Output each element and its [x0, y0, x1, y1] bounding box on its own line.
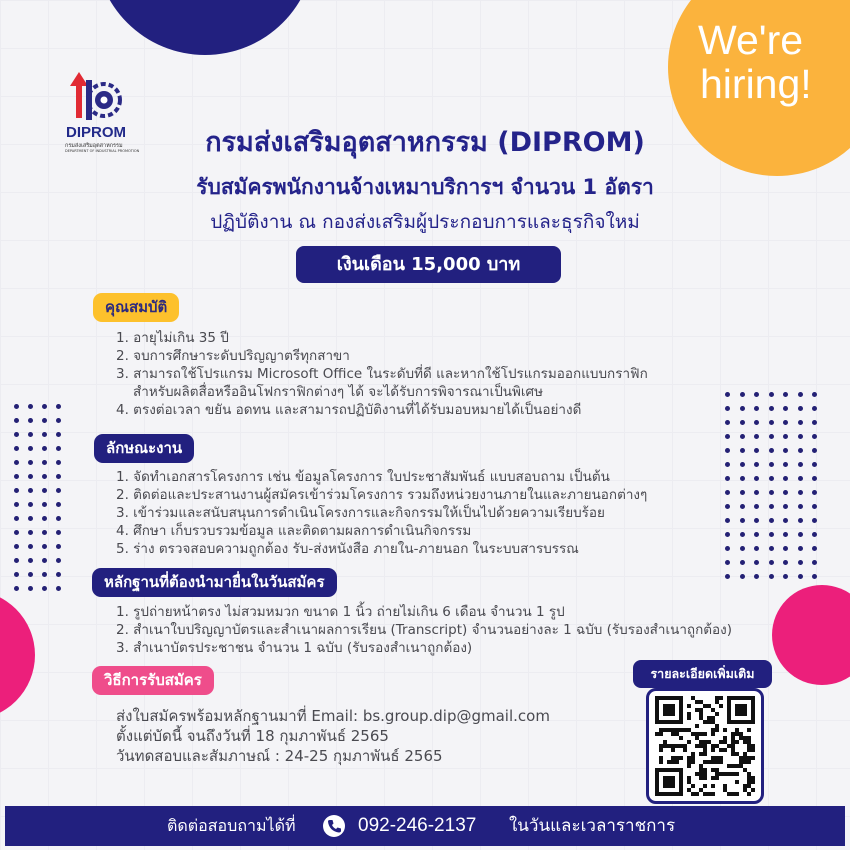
decor-dot [754, 532, 759, 537]
hiring-line2: hiring! [700, 61, 812, 107]
decor-dot [798, 490, 803, 495]
list-item: 1. จัดทำเอกสารโครงการ เช่น ข้อมูลโครงการ ใบประชาสัมพันธ์ แบบสอบถาม เป็นต้น [116, 469, 610, 485]
decor-dot [14, 418, 19, 423]
decor-dot [42, 502, 47, 507]
decor-dot [769, 434, 774, 439]
list-item: 3. สำเนาบัตรประชาชน จำนวน 1 ฉบับ (รับรองสำเนาถูกต้อง) [116, 640, 473, 656]
qualifications-heading: คุณสมบัติ [93, 293, 179, 322]
decor-dot [725, 518, 730, 523]
list-item: 5. ร่าง ตรวจสอบความถูกต้อง รับ-ส่งหนังสือ ภายใน-ภายนอก ในระบบสารบรรณ [116, 541, 579, 557]
contact-footer [5, 806, 845, 846]
decor-dot [754, 490, 759, 495]
decor-dot [783, 392, 788, 397]
decor-dot [783, 476, 788, 481]
duties-heading: ลักษณะงาน [94, 434, 194, 463]
decor-dot [56, 572, 61, 577]
decor-dot [740, 462, 745, 467]
decor-dot [42, 474, 47, 479]
decor-dot [783, 448, 788, 453]
decor-dot [42, 446, 47, 451]
decor-dot [28, 460, 33, 465]
decor-dot [14, 516, 19, 521]
decor-dot [725, 448, 730, 453]
decor-dot [28, 432, 33, 437]
decor-dot [798, 434, 803, 439]
decor-dot [42, 516, 47, 521]
decor-dot [14, 558, 19, 563]
decor-dot [740, 518, 745, 523]
decor-dot [769, 392, 774, 397]
list-item: 1. อายุไม่เกิน 35 ปี [116, 330, 229, 346]
decor-dot [14, 530, 19, 535]
decor-dot [812, 434, 817, 439]
decor-dot [14, 572, 19, 577]
decor-dot [28, 558, 33, 563]
decor-dot [28, 516, 33, 521]
decor-dot [783, 532, 788, 537]
page-subtitle: รับสมัครพนักงานจ้างเหมาบริการฯ จำนวน 1 อัตรา [196, 175, 654, 199]
decor-dot [783, 504, 788, 509]
decor-dot [769, 518, 774, 523]
decor-dot [42, 432, 47, 437]
decor-dot [798, 518, 803, 523]
decor-dot [56, 460, 61, 465]
decor-dot [725, 476, 730, 481]
decor-dot [783, 420, 788, 425]
decor-dot [769, 532, 774, 537]
decor-dot [740, 504, 745, 509]
decor-dot [42, 572, 47, 577]
decor-dot [725, 490, 730, 495]
decor-dot [812, 392, 817, 397]
decor-dot [14, 502, 19, 507]
qr-frame [646, 688, 764, 804]
page-title: กรมส่งเสริมอุตสาหกรรม (DIPROM) [205, 127, 645, 158]
decor-dot [42, 404, 47, 409]
phone-icon [323, 815, 345, 837]
decor-dot [56, 488, 61, 493]
decor-dot [754, 476, 759, 481]
decor-dot [14, 586, 19, 591]
decor-dot [740, 490, 745, 495]
decor-dot [754, 518, 759, 523]
decor-dot [725, 546, 730, 551]
decor-dot [28, 474, 33, 479]
decor-dot [812, 504, 817, 509]
decor-dot [798, 532, 803, 537]
decor-dot [42, 460, 47, 465]
decor-dot [14, 460, 19, 465]
decor-dot [754, 504, 759, 509]
decor-dot [28, 502, 33, 507]
duties-list [116, 468, 647, 558]
list-item: 2. จบการศึกษาระดับปริญญาตรีทุกสาขา [116, 348, 350, 364]
decor-dot [754, 560, 759, 565]
decor-dot [798, 504, 803, 509]
decor-dot [740, 392, 745, 397]
decor-dot [56, 418, 61, 423]
decor-dot [740, 560, 745, 565]
decor-dot [754, 462, 759, 467]
decor-dot [812, 574, 817, 579]
decor-dot [14, 488, 19, 493]
decor-dot [725, 434, 730, 439]
footer-prefix: ติดต่อสอบถามได้ที่ [167, 816, 296, 835]
decor-dot [783, 560, 788, 565]
footer-suffix: ในวันและเวลาราชการ [509, 816, 676, 836]
apply-list [116, 706, 550, 766]
qualifications-list [116, 329, 648, 419]
decor-dot [725, 420, 730, 425]
decor-dot [740, 420, 745, 425]
decor-dot [725, 560, 730, 565]
decor-dot [42, 544, 47, 549]
list-item: วันทดสอบและสัมภาษณ์ : 24-25 กุมภาพันธ์ 2565 [116, 747, 443, 765]
decor-dot [42, 586, 47, 591]
decor-dot [725, 462, 730, 467]
decor-dot [28, 404, 33, 409]
decor-dot [812, 406, 817, 411]
decor-dot [740, 448, 745, 453]
decor-dot [754, 546, 759, 551]
decor-dot [769, 476, 774, 481]
decor-dot [798, 448, 803, 453]
decor-dot [798, 560, 803, 565]
decor-dot [725, 504, 730, 509]
decor-dot [798, 546, 803, 551]
decor-dot [740, 532, 745, 537]
decor-dot [798, 406, 803, 411]
decor-dot [783, 434, 788, 439]
list-item: 2. สำเนาใบปริญญาบัตรและสำเนาผลการเรียน (Transcript) จำนวนอย่างละ 1 ฉบับ (รับรองสำเนาถูกต้อง) [116, 622, 733, 638]
decor-dot [798, 574, 803, 579]
decor-dot [56, 432, 61, 437]
decor-dot [812, 462, 817, 467]
decor-dot [56, 404, 61, 409]
decor-dot [769, 504, 774, 509]
decor-dot [812, 546, 817, 551]
list-item: 2. ติดต่อและประสานงานผู้สมัครเข้าร่วมโครงการ รวมถึงหน่วยงานภายในและภายนอกต่างๆ [116, 487, 648, 503]
list-item: ส่งใบสมัครพร้อมหลักฐานมาที่ Email: bs.group.dip@gmail.com [116, 707, 550, 725]
decor-dot [812, 490, 817, 495]
decor-dot [14, 404, 19, 409]
decor-dot [812, 420, 817, 425]
decor-dot [783, 490, 788, 495]
decor-dot [42, 558, 47, 563]
list-item: สำหรับผลิตสื่อหรืออินโฟกราฟิกต่างๆ ได้ จะได้รับการพิจารณาเป็นพิเศษ [133, 384, 543, 400]
decor-dot [14, 432, 19, 437]
decor-dot [769, 546, 774, 551]
decor-dot [754, 420, 759, 425]
decor-dot [56, 474, 61, 479]
decor-dot [812, 476, 817, 481]
decor-dot [769, 420, 774, 425]
logo-name: DIPROM [66, 124, 126, 141]
list-item: ตั้งแต่บัดนี้ จนถึงวันที่ 18 กุมภาพันธ์ 2565 [116, 727, 389, 745]
list-item: 4. ศึกษา เก็บรวบรวมข้อมูล และติดตามผลการดำเนินกิจกรรม [116, 523, 472, 539]
decor-dot [725, 532, 730, 537]
apply-heading: วิธีการรับสมัคร [92, 666, 214, 695]
qr-code-icon[interactable] [655, 696, 755, 796]
hiring-line1: We're [698, 17, 804, 63]
decor-dot [740, 434, 745, 439]
decor-dot [754, 574, 759, 579]
top-navy-circle [95, 0, 315, 55]
decor-dot [740, 476, 745, 481]
decor-dot [740, 406, 745, 411]
decor-dot [56, 530, 61, 535]
decor-dot [754, 434, 759, 439]
decor-dot [56, 446, 61, 451]
decor-dot [28, 488, 33, 493]
decor-dot [812, 448, 817, 453]
decor-dot [14, 544, 19, 549]
decor-dot [783, 574, 788, 579]
pink-circle-right [772, 585, 850, 685]
decor-dot [14, 474, 19, 479]
workplace-text: ปฏิบัติงาน ณ กองส่งเสริมผู้ประกอบการและธุรกิจใหม่ [210, 211, 640, 233]
decor-dot [28, 530, 33, 535]
decor-dot [28, 544, 33, 549]
decor-dot [28, 572, 33, 577]
decor-dot [812, 518, 817, 523]
decor-dot [798, 392, 803, 397]
decor-dot [56, 544, 61, 549]
decor-dot [42, 488, 47, 493]
list-item: 4. ตรงต่อเวลา ขยัน อดทน และสามารถปฏิบัติงานที่ได้รับมอบหมายได้เป็นอย่างดี [116, 402, 582, 418]
decor-dot [769, 462, 774, 467]
decor-dot [769, 448, 774, 453]
decor-dot [769, 574, 774, 579]
decor-dot [28, 418, 33, 423]
decor-dot [812, 532, 817, 537]
decor-dot [42, 530, 47, 535]
decor-dot [754, 406, 759, 411]
list-item: 1. รูปถ่ายหน้าตรง ไม่สวมหมวก ขนาด 1 นิ้ว ถ่ายไม่เกิน 6 เดือน จำนวน 1 รูป [116, 604, 565, 620]
decor-dot [769, 490, 774, 495]
decor-dot [56, 586, 61, 591]
decor-dot [28, 446, 33, 451]
pink-circle-left [0, 590, 35, 720]
decor-dot [725, 574, 730, 579]
decor-dot [42, 418, 47, 423]
decor-dot [783, 462, 788, 467]
logo-mark-icon [60, 68, 135, 128]
documents-list [116, 603, 732, 657]
decor-dot [754, 392, 759, 397]
decor-dot [754, 448, 759, 453]
decor-dot [769, 406, 774, 411]
decor-dot [740, 546, 745, 551]
decor-dot [798, 420, 803, 425]
decor-dot [740, 574, 745, 579]
salary-badge: เงินเดือน 15,000 บาท [296, 246, 561, 283]
list-item: 3. เข้าร่วมและสนับสนุนการดำเนินโครงการและกิจกรรมให้เป็นไปด้วยความเรียบร้อย [116, 505, 605, 521]
decor-dot [769, 560, 774, 565]
decor-dot [783, 546, 788, 551]
logo-sub-th: กรมส่งเสริมอุตสาหกรรม [65, 143, 123, 149]
decor-dot [798, 476, 803, 481]
decor-dot [725, 392, 730, 397]
qr-label: รายละเอียดเพิ่มเติม [633, 660, 772, 688]
decor-dot [56, 558, 61, 563]
dot-pattern-left [14, 404, 70, 600]
footer-phone[interactable]: 092-246-2137 [358, 815, 477, 836]
decor-dot [812, 560, 817, 565]
decor-dot [798, 462, 803, 467]
list-item: 3. สามารถใช้โปรแกรม Microsoft Office ในระดับที่ดี และหากใช้โปรแกรมออกแบบกราฟิก [116, 366, 648, 382]
decor-dot [28, 586, 33, 591]
documents-heading: หลักฐานที่ต้องนำมายื่นในวันสมัคร [92, 568, 337, 597]
decor-dot [783, 406, 788, 411]
dot-pattern-right [725, 392, 827, 588]
decor-dot [56, 516, 61, 521]
decor-dot [56, 502, 61, 507]
decor-dot [725, 406, 730, 411]
decor-dot [783, 518, 788, 523]
logo-sub-en: DEPARTMENT OF INDUSTRIAL PROMOTION [65, 149, 140, 153]
decor-dot [14, 446, 19, 451]
